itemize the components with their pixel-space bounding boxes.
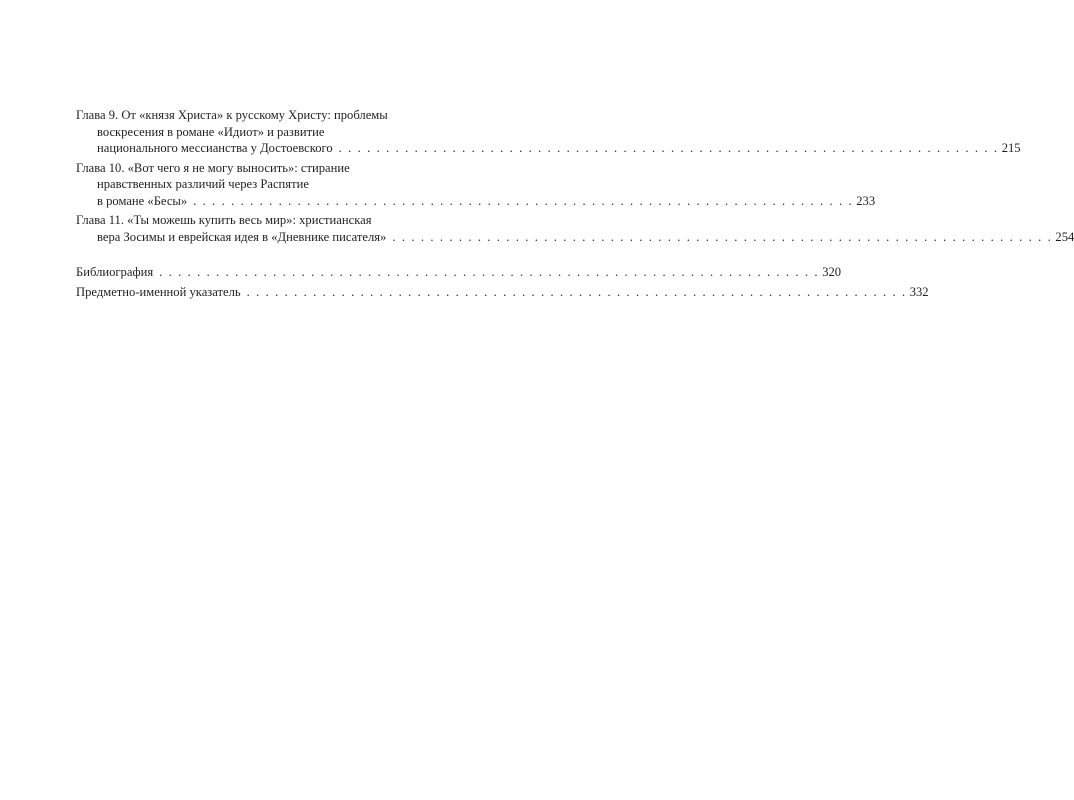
toc-entry-index[interactable] — [76, 284, 929, 301]
page-number: 320 — [822, 265, 842, 279]
toc-entry-line: Глава 11. «Ты можешь купить весь мир»: христианская — [76, 213, 372, 227]
toc-entry-chapter-9[interactable] — [76, 107, 1021, 157]
toc-entry-title: Предметно-именной указатель — [76, 284, 241, 299]
toc-entry-chapter-10[interactable] — [76, 160, 876, 210]
dot-leader: . . . . . . . . . . . . . . . . . . . . . . . . . . . . . . . . . . . . . . . . . . . . . . . . . . . . . . . . . . . . . . . . . . . . . . — [159, 265, 820, 279]
toc-entry-last-line — [76, 284, 929, 301]
toc-entry-line: национального мессианства у Достоевского — [97, 141, 333, 155]
toc-entry-line: вера Зосимы и еврейская идея в «Дневнике писателя» — [97, 229, 387, 244]
page-number: 233 — [856, 193, 876, 208]
table-of-contents — [76, 107, 1074, 300]
toc-entry-line: в романе «Бесы» — [97, 193, 188, 208]
toc-entry-line: Глава 10. «Вот чего я не могу выносить»: стирание — [76, 160, 350, 175]
toc-entry-line: Глава 9. От «князя Христа» к русскому Христу: проблемы — [76, 108, 388, 122]
toc-entry-last-line — [76, 140, 1021, 157]
dot-leader: . . . . . . . . . . . . . . . . . . . . . . . . . . . . . . . . . . . . . . . . . . . . . . . . . . . . . . . . . . . . . . . . . . . . . . — [246, 284, 907, 299]
page-number: 254 — [1055, 229, 1074, 244]
dot-leader: . . . . . . . . . . . . . . . . . . . . . . . . . . . . . . . . . . . . . . . . . . . . . . . . . . . . . . . . . . . . . . . . . . . . . . — [193, 193, 854, 208]
page-number: 332 — [909, 284, 929, 299]
toc-entry-line: нравственных различий через Распятие — [97, 177, 309, 191]
toc-entry-bibliography[interactable] — [76, 264, 842, 281]
page-number: 215 — [1001, 141, 1021, 155]
toc-entry-last-line — [76, 229, 1074, 246]
toc-entry-chapter-11[interactable] — [76, 212, 1074, 245]
toc-entry-last-line — [76, 264, 842, 281]
dot-leader: . . . . . . . . . . . . . . . . . . . . . . . . . . . . . . . . . . . . . . . . . . . . . . . . . . . . . . . . . . . . . . . . . . . . . . — [392, 229, 1053, 244]
toc-entry-line: воскресения в романе «Идиот» и развитие — [97, 124, 325, 139]
dot-leader: . . . . . . . . . . . . . . . . . . . . . . . . . . . . . . . . . . . . . . . . . . . . . . . . . . . . . . . . . . . . . . . . . . . . . . — [338, 141, 999, 155]
toc-entry-title: Библиография — [76, 265, 154, 279]
toc-entry-last-line — [76, 193, 876, 210]
